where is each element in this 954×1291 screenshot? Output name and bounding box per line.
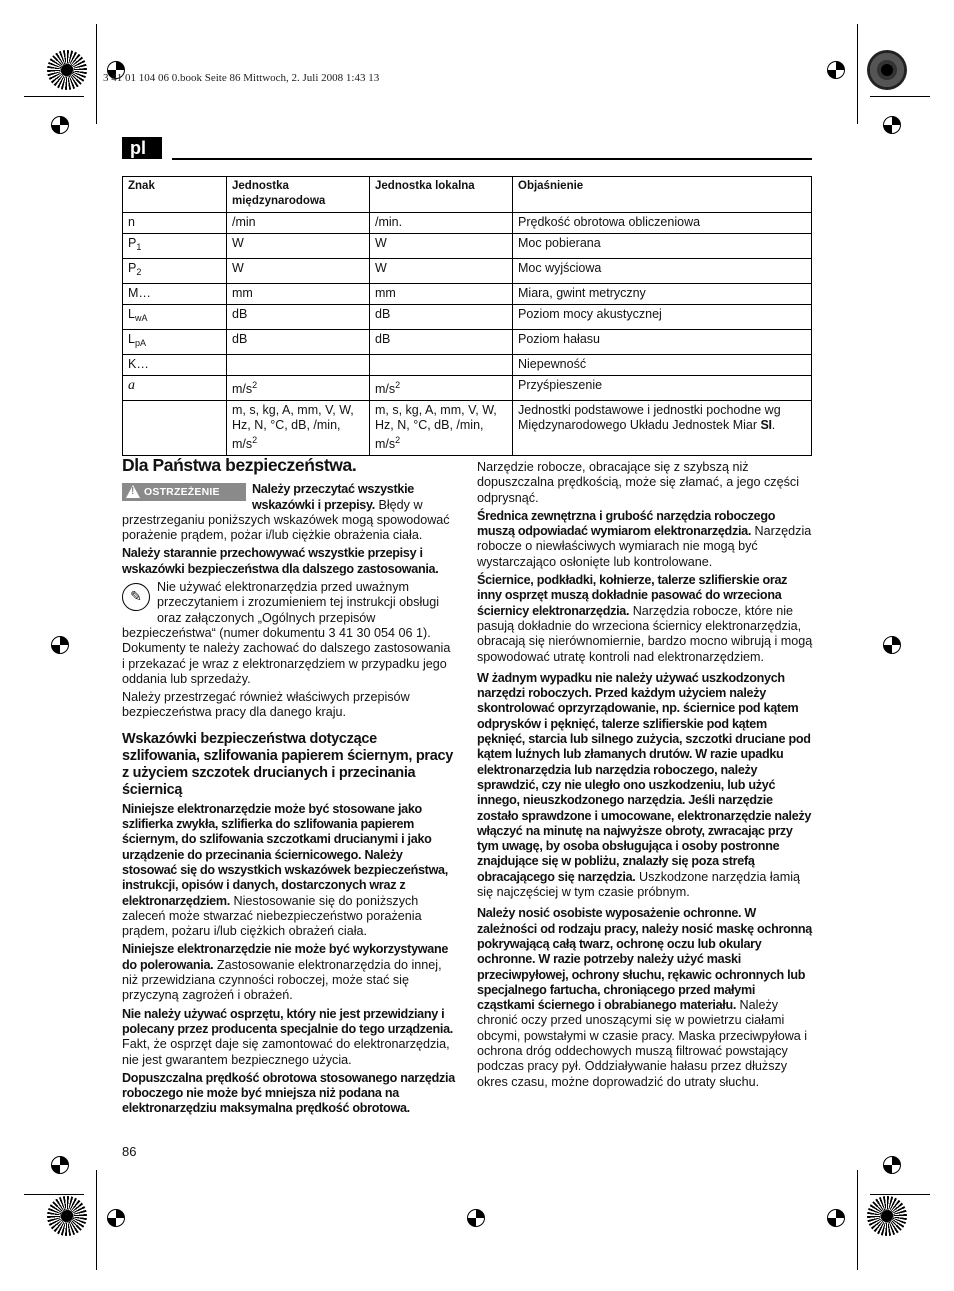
paragraph: Należy nosić osobiste wyposażenie ochronne. W zależności od rodzaju pracy, należy nosić maskę ochronną pokrywającą całą twarz, ochronę oczu lub okulary ochronne. W razie potrzeby należy użyć maski przeciwpyłowej, ochrony słuchu, rękawic ochronnych lub specjalnego fartucha, chroniącego przed małymi cząstkami ściernego i obrabianego materiału. Należy chronić oczy przed unoszącymi się w powietrzu ciałami obcymi, powstałymi w czasie pracy. Maska przeciwpyłowa i ochrona dróg oddechowych muszą filtrować powstający podczas pracy pył. Oddziaływanie hałasu przez dłuższy okres czasu, możne doprowadzić do utraty słuchu.	[477, 906, 813, 1089]
description-cell: Miara, gwint metryczny	[513, 284, 812, 305]
symbol-cell: K…	[123, 355, 227, 376]
warning-paragraph: ! OSTRZEŻENIE Należy przeczytać wszystkie wskazówki i przepisy. Błędy w przestrzeganiu poniższych wskazówek mogą spowodować porażenie prądem, pożar i/lub ciężkie obrażenia ciała.	[122, 482, 455, 543]
symbol-cell: $P_1$	[123, 234, 227, 259]
registration-rosette	[867, 50, 907, 90]
description-cell: Prędkość obrotowa obliczeniowa	[513, 213, 812, 234]
description-cell: Jednostki podstawowe i jednostki pochodne wg Międzynarodowego Układu Jednostek Miar SI.	[513, 401, 812, 456]
paragraph: Dopuszczalna prędkość obrotowa stosowanego narzędzia roboczego nie może być mniejsza niż podana na elektronarzędziu maksymalna prędkość obrotowa.	[122, 1070, 455, 1116]
subsection-title: Wskazówki bezpieczeństwa dotyczące szlifowania, szlifowania papierem ściernym, pracy z użyciem szczotek drucianych i przecinania ściernicą	[122, 730, 454, 798]
right-column	[477, 460, 813, 1093]
registration-rosette	[47, 50, 87, 90]
table-row	[123, 234, 812, 259]
file-info-line: 3 41 01 104 06 0.book Seite 86 Mittwoch, 2. Juli 2008 1:43 13	[103, 72, 380, 84]
table-header-cell: Objaśnienie	[513, 177, 812, 213]
units-table	[122, 176, 812, 456]
page-number: 86	[122, 1144, 137, 1159]
intl-unit-cell	[227, 355, 370, 376]
symbol-cell: n	[123, 213, 227, 234]
crosshair-mark	[883, 116, 901, 134]
paragraph: W żadnym wypadku nie należy używać uszkodzonych narzędzi roboczych. Przed każdym użyciem należy skontrolować oprzyrządowanie, np. ściernice pod kątem odprysków i pęknięć, talerze szlifierskie pod kątem pęknięć, starcia lub silnego zużycia, szczotki druciane pod kątem luźnych lub złamanych drutów. W razie upadku elektronarzędzia lub narzędzia roboczego, należy sprawdzić, czy nie uległo ono uszkodzeniu, lub użyć innego, nieuszkodzonego narzędzia. Jeśli narzędzie zostało sprawdzone i umocowane, elektronarzędzie należy włączyć na minutę na najwyższe obroty, zwracając przy tym uwagę, by osoba obsługująca i osoby postronne znajdujące się w pobliżu, znalazły się poza strefą obracającego się narzędzia. Uszkodzone narzędzia łamią się najczęściej w tym czasie próbnym.	[477, 670, 812, 900]
crop-mark	[96, 1170, 97, 1270]
intl-unit-cell: $m/s^2$	[227, 376, 370, 401]
warning-badge: ! OSTRZEŻENIE	[122, 483, 246, 501]
crosshair-mark	[51, 116, 69, 134]
description-cell: Poziom mocy akustycznej	[513, 305, 812, 330]
crosshair-mark	[883, 1156, 901, 1174]
paragraph: Ściernice, podkładki, kołnierze, talerze szlifierskie oraz inny osprzęt muszą dokładnie pasować do wrzeciona ściernicy elektronarzędzia. Narzędzia robocze, które nie pasują dokładnie do wrzeciona ściernicy elektronarzędzia, obracają się nierównomiernie, bardzo mocno wibrują i mogą spowodować utratę kontroli nad elektronarzędziem.	[477, 573, 813, 664]
symbol-cell	[123, 401, 227, 456]
section-title: Dla Państwa bezpieczeństwa.	[122, 455, 357, 475]
local-unit-cell: /min.	[370, 213, 513, 234]
manual-paragraph: ✎ Nie używać elektronarzędzia przed uważnym przeczytaniem i zrozumieniem tej instrukcji obsługi oraz załączonych „Ogólnych przepisów bezpieczeństwa“ (numer dokumentu 3 41 30 054 06 1). Dokumenty te należy zachować do dalszego zastosowania i przekazać je wraz z elektronarzędziem w przypadku jego oddania lub sprzedaży.	[122, 580, 451, 686]
table-row	[123, 259, 812, 284]
table-row	[123, 355, 812, 376]
table-row	[123, 213, 812, 234]
table-row	[123, 305, 812, 330]
language-tab: pl	[122, 137, 162, 159]
symbol-cell: $P_2$	[123, 259, 227, 284]
local-unit-cell: mm	[370, 284, 513, 305]
intl-unit-cell: dB	[227, 330, 370, 355]
paragraph: Średnica zewnętrzna i grubość narzędzia roboczego muszą odpowiadać wymiarom elektronarzędzia. Narzędzia robocze o niewłaściwych wymiarach nie mogą być wystarczająco osłonięte lub kontrolowane.	[477, 508, 812, 569]
paragraph: Należy przestrzegać również właściwych przepisów bezpieczeństwa pracy dla danego kraju.	[122, 690, 410, 720]
intl-unit-cell: W	[227, 259, 370, 284]
registration-rosette	[867, 1196, 907, 1236]
paragraph: Niniejsze elektronarzędzie może być stosowane jako szlifierka zwykła, szlifierka do szlifowania papierem ściernym, do szlifowania szczotkami drucianymi i jako urządzenie do przecinania ściernicowego. Należy stosować się do wszystkich wskazówek bezpieczeństwa, instrukcji, opisów i danych, dostarczonych wraz z elektronarzędziem. Niestosowanie się do poniższych zaleceń może stwarzać niebezpieczeństwo porażenia prądem, pożaru i/lub ciężkich obrażeń ciała.	[122, 801, 448, 939]
crosshair-mark	[51, 636, 69, 654]
table-row	[123, 376, 812, 401]
local-unit-cell: dB	[370, 330, 513, 355]
symbol-cell: a	[123, 376, 227, 401]
intl-unit-cell: mm	[227, 284, 370, 305]
table-header-row	[123, 177, 812, 213]
description-cell: Moc wyjściowa	[513, 259, 812, 284]
intl-unit-cell: m, s, kg, A, mm, V, W, Hz, N, °C, dB, /min, $m/s^2$	[227, 401, 370, 456]
intl-unit-cell: W	[227, 234, 370, 259]
table-row	[123, 401, 812, 456]
warning-icon	[126, 485, 140, 498]
intl-unit-cell: /min	[227, 213, 370, 234]
local-unit-cell: W	[370, 259, 513, 284]
crosshair-mark	[51, 1156, 69, 1174]
storage-instruction: Należy starannie przechowywać wszystkie przepisy i wskazówki bezpieczeństwa dla dalszego zastosowania.	[122, 546, 439, 576]
left-column	[122, 455, 455, 1120]
crop-mark	[857, 1170, 858, 1270]
description-cell: Przyśpieszenie	[513, 376, 812, 401]
crosshair-mark	[827, 1209, 845, 1227]
table-header-cell: Znak	[123, 177, 227, 213]
paragraph: Niniejsze elektronarzędzie nie może być wykorzystywane do polerowania. Zastosowanie elektronarzędzia do innej, niż przewidziana czynności roboczej, może stać się przyczyną zagrożeń i obrażeń.	[122, 942, 449, 1003]
local-unit-cell: W	[370, 234, 513, 259]
table-row	[123, 284, 812, 305]
table-header-cell: Jednostka międzynarodowa	[227, 177, 370, 213]
registration-rosette	[47, 1196, 87, 1236]
local-unit-cell: dB	[370, 305, 513, 330]
read-manual-icon: ✎	[122, 583, 150, 611]
crop-mark	[870, 1194, 930, 1195]
header-rule	[172, 158, 812, 160]
paragraph: Narzędzie robocze, obracające się z szybszą niż dopuszczalna prędkością, może się złamać, a jego części odprysnąć.	[477, 460, 799, 505]
local-unit-cell: m, s, kg, A, mm, V, W, Hz, N, °C, dB, /min, $m/s^2$	[370, 401, 513, 456]
crop-mark	[96, 24, 97, 124]
paragraph: Nie należy używać osprzętu, który nie jest przewidziany i polecany przez producenta specjalnie do tego urządzenia. Fakt, że osprzęt daje się zamontować do elektronarzędzia, nie jest gwarantem bezpiecznego użycia.	[122, 1006, 454, 1067]
crop-mark	[24, 1194, 84, 1195]
crop-mark	[870, 96, 930, 97]
crosshair-mark	[107, 1209, 125, 1227]
local-unit-cell: $m/s^2$	[370, 376, 513, 401]
description-cell: Poziom hałasu	[513, 330, 812, 355]
crop-mark	[857, 24, 858, 124]
intl-unit-cell: dB	[227, 305, 370, 330]
table-row	[123, 330, 812, 355]
description-cell: Niepewność	[513, 355, 812, 376]
description-cell: Moc pobierana	[513, 234, 812, 259]
table-header-cell: Jednostka lokalna	[370, 177, 513, 213]
crop-mark	[24, 96, 84, 97]
local-unit-cell	[370, 355, 513, 376]
crosshair-mark	[883, 636, 901, 654]
symbol-cell: M…	[123, 284, 227, 305]
crosshair-mark	[467, 1209, 485, 1227]
symbol-cell: $L_{wA}$	[123, 305, 227, 330]
crosshair-mark	[827, 61, 845, 79]
symbol-cell: $L_{pA}$	[123, 330, 227, 355]
